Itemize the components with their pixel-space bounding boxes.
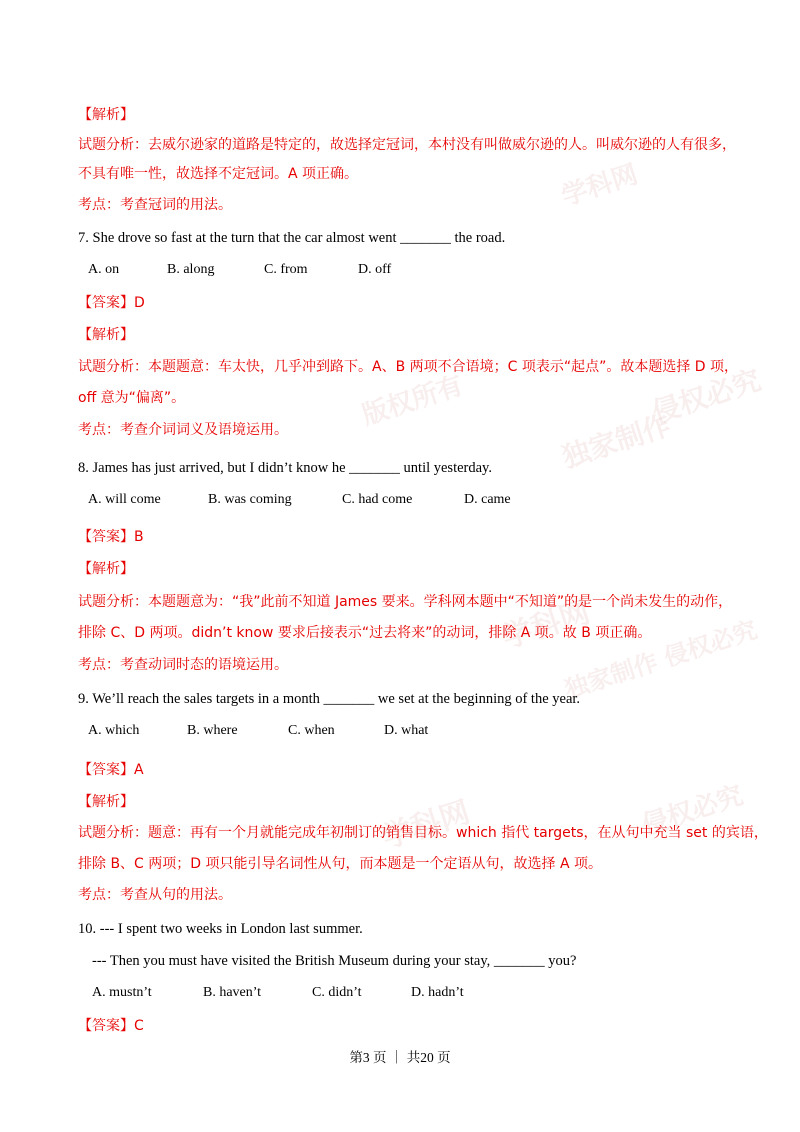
exam-point: 考点：考查从句的用法。 (78, 887, 232, 903)
analysis-text: 排除 C、D 两项。didn’t know 要求后接表示“过去将来”的动词，排除 A 项。故 B 项正确。 (78, 625, 652, 641)
option-a: A. on (88, 262, 120, 277)
option-d: D. what (384, 723, 429, 738)
option-d: D. hadn’t (411, 985, 464, 1000)
analysis-text: 不具有唯一性，故选择不定冠词。A 项正确。 (78, 166, 359, 182)
option-b: B. haven’t (203, 985, 262, 1000)
option-a: A. mustn’t (92, 985, 152, 1000)
option-c: C. had come (342, 492, 413, 507)
analysis-text: 试题分析：题意：再有一个月就能完成年初制订的销售目标。which 指代 targets，在从句中充当 set 的宾语， (78, 825, 768, 841)
question-stem: 10. --- I spent two weeks in London last summer. (78, 921, 363, 937)
page-footer: 第3 页 ｜ 共20 页 (349, 1050, 451, 1065)
answer: 【答案】C (78, 1018, 144, 1034)
answer: 【答案】B (78, 529, 144, 545)
analysis-label: 【解析】 (78, 794, 134, 810)
option-a: A. which (88, 723, 140, 738)
exam-point: 考点：考查动词时态的语境运用。 (78, 657, 288, 673)
answer: 【答案】D (78, 295, 145, 311)
analysis-text: 试题分析：去威尔逊家的道路是特定的，故选择定冠词，本村没有叫做威尔逊的人。叫威尔逊的人有很多， (78, 137, 736, 153)
analysis-text: 试题分析：本题题意为：“我”此前不知道 James 要来。学科网本题中“不知道”的是一个尚未发生的动作， (78, 594, 733, 610)
option-d: D. off (358, 262, 392, 277)
question-stem: 7. She drove so fast at the turn that the car almost went _______ the road. (78, 230, 506, 246)
analysis-text: 排除 B、C 两项；D 项只能引导名词性从句，而本题是一个定语从句，故选择 A 项。 (78, 856, 602, 872)
option-d: D. came (464, 492, 511, 507)
watermark: 学科网 (497, 594, 595, 656)
watermark: 独家制作 侵权必究 (561, 615, 761, 705)
watermark: 版权所有 (358, 370, 467, 432)
answer: 【答案】A (78, 762, 144, 778)
question-stem: --- Then you must have visited the British Museum during your stay, _______ you? (92, 953, 577, 969)
option-a: A. will come (88, 492, 161, 507)
watermark: 侵权必究 (648, 363, 765, 430)
question-stem: 8. James has just arrived, but I didn’t know he _______ until yesterday. (78, 460, 492, 476)
analysis-text: 试题分析：本题题意：车太快，几乎冲到路下。A、B 两项不合语境；C 项表示“起点”。故本题选择 D 项， (78, 359, 739, 375)
exam-point: 考点：考查介词词义及语境运用。 (78, 422, 288, 438)
exam-point: 考点：考查冠词的用法。 (78, 197, 232, 213)
option-c: C. when (288, 723, 335, 738)
option-c: C. from (264, 262, 308, 277)
watermark: 学科网 (377, 794, 475, 856)
analysis-label: 【解析】 (78, 107, 134, 123)
option-b: B. where (187, 723, 238, 738)
question-stem: 9. We’ll reach the sales targets in a month _______ we set at the beginning of the year. (78, 691, 581, 707)
watermark: 学科网 (558, 159, 642, 213)
analysis-label: 【解析】 (78, 561, 134, 577)
option-b: B. was coming (208, 492, 292, 507)
option-c: C. didn’t (312, 985, 362, 1000)
analysis-text: off 意为“偏离”。 (78, 390, 186, 406)
option-b: B. along (167, 262, 215, 277)
watermark: 侵权必究 (638, 780, 747, 842)
watermark: 独家制作 (558, 408, 675, 475)
analysis-label: 【解析】 (78, 327, 134, 343)
